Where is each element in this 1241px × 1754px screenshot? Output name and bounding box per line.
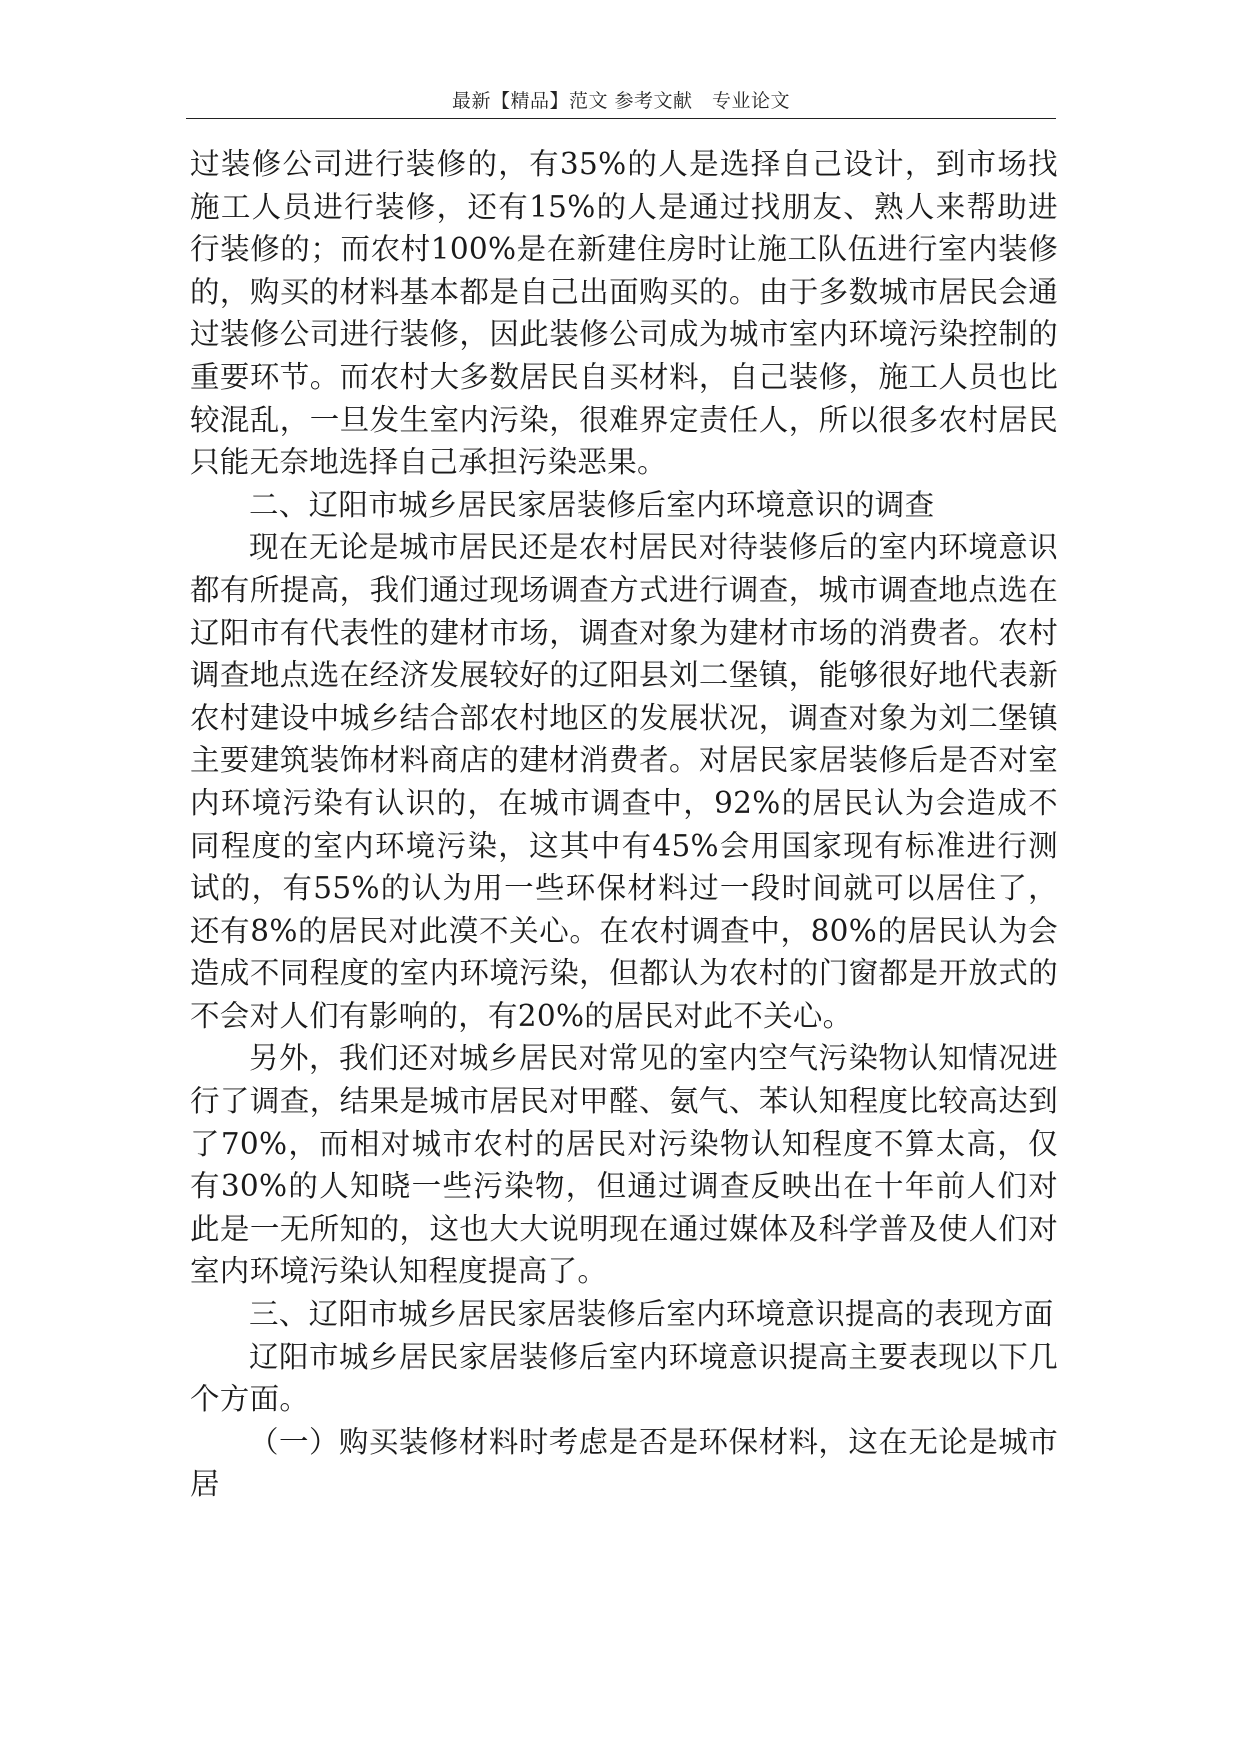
subsection-item-1: （一）购买装修材料时考虑是否是环保材料，这在无论是城市居 — [190, 1424, 1058, 1502]
paragraph-intro-aspects: 辽阳市城乡居民家居装修后室内环境意识提高主要表现以下几个方面。 — [190, 1339, 1058, 1417]
header-divider — [186, 118, 1056, 119]
document-body — [190, 143, 1058, 1506]
section-heading-3: 三、辽阳市城乡居民家居装修后室内环境意识提高的表现方面 — [249, 1297, 1054, 1332]
paragraph-survey: 现在无论是城市居民还是农村居民对待装修后的室内环境意识都有所提高，我们通过现场调查方式进行调查，城市调查地点选在辽阳市有代表性的建材市场，调查对象为建材市场的消费者。农村调查地点选在经济发展较好的辽阳县刘二堡镇，能够很好地代表新农村建设中城乡结合部农村地区的发展状况，调查对象为刘二堡镇主要建筑装饰材料商店的建材消费者。对居民家居装修后是否对室内环境污染有认识的，在城市调查中，92%的居民认为会造成不同程度的室内环境污染，这其中有45%会用国家现有标准进行测试的，有55%的认为用一些环保材料过一段时间就可以居住了，还有8%的居民对此漠不关心。在农村调查中，80%的居民认为会造成不同程度的室内环境污染，但都认为农村的门窗都是开放式的不会对人们有影响的，有20%的居民对此不关心。 — [190, 530, 1058, 1033]
section-heading-2: 二、辽阳市城乡居民家居装修后室内环境意识的调查 — [249, 487, 935, 522]
paragraph-continuation: 过装修公司进行装修的，有35%的人是选择自己设计，到市场找施工人员进行装修，还有15%的人是通过找朋友、熟人来帮助进行装修的；而农村100%是在新建住房时让施工队伍进行室内装修的，购买的材料基本都是自己出面购买的。由于多数城市居民会通过装修公司进行装修，因此装修公司成为城市室内环境污染控制的重要环节。而农村大多数居民自买材料，自己装修，施工人员也比较混乱，一旦发生室内污染，很难界定责任人，所以很多农村居民只能无奈地选择自己承担污染恶果。 — [190, 147, 1058, 480]
page-header: 最新【精品】范文 参考文献 专业论文 — [451, 90, 791, 112]
paragraph-pollutant-awareness: 另外，我们还对城乡居民对常见的室内空气污染物认知情况进行了调查，结果是城市居民对甲醛、氨气、苯认知程度比较高达到了70%，而相对城市农村的居民对污染物认知程度不算太高，仅有30%的人知晓一些污染物，但通过调查反映出在十年前人们对此是一无所知的，这也大大说明现在通过媒体及科学普及使人们对室内环境污染认知程度提高了。 — [190, 1041, 1058, 1289]
